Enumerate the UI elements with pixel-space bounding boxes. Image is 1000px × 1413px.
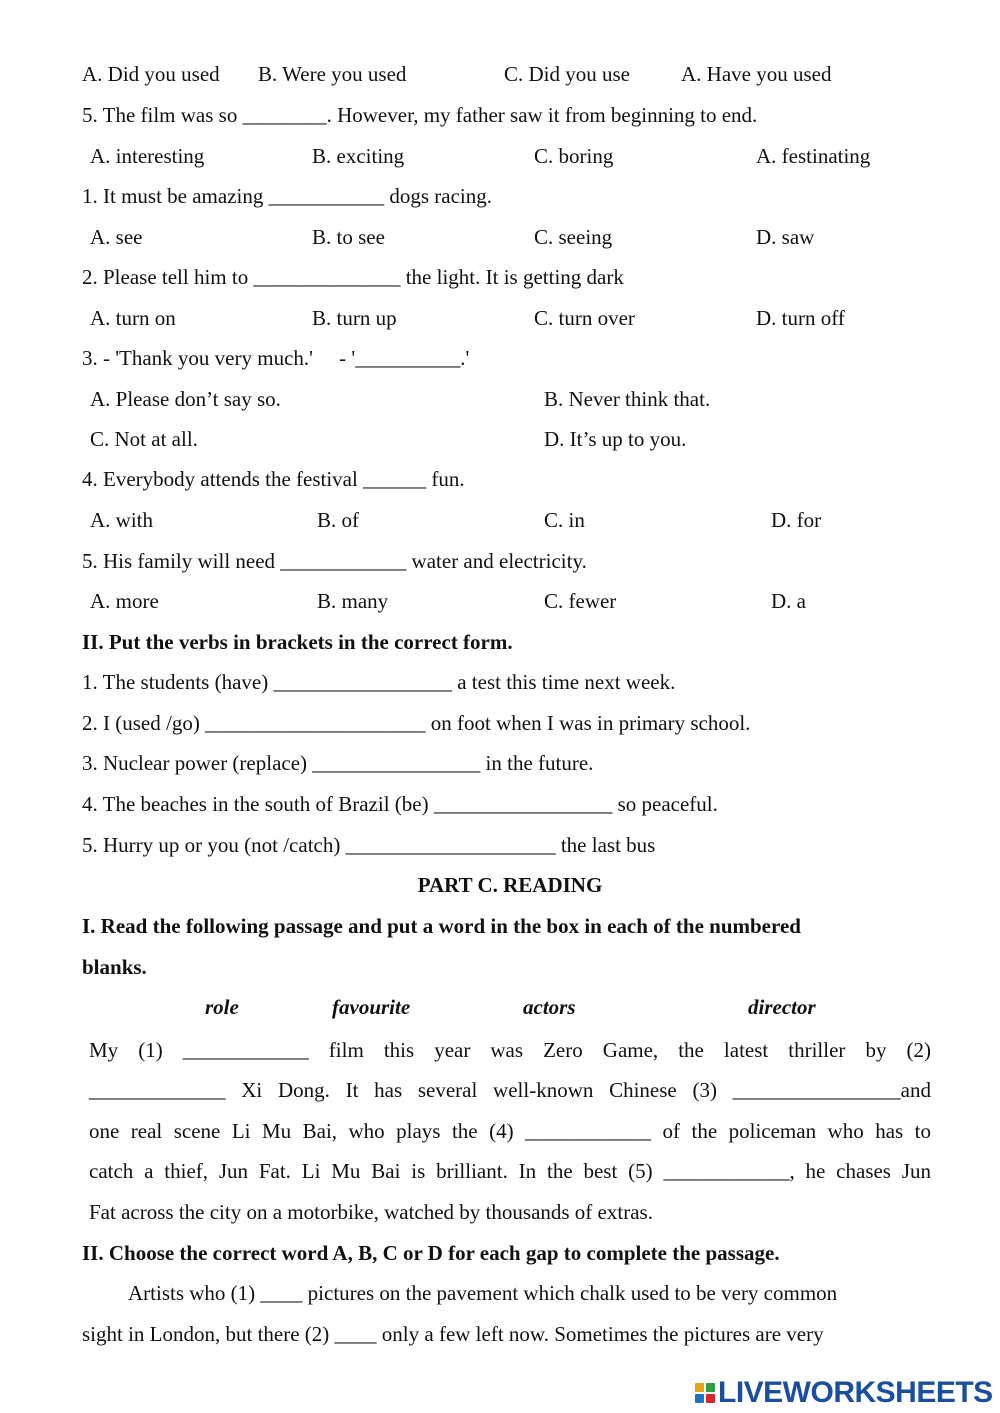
section-heading: II. Choose the correct word A, B, C or D for each gap to complete the passage. [82, 1241, 780, 1265]
word-box-item: favourite [332, 995, 411, 1019]
verb-item: 3. Nuclear power (replace) ________________ in the future. [82, 751, 594, 775]
option: C. turn over [534, 306, 635, 330]
passage-line: My (1) ____________ film this year was Zero Game, the latest thriller by (2) [89, 1038, 931, 1062]
question-text: 5. The film was so ________. However, my father saw it from beginning to end. [82, 103, 758, 127]
option: A. Please don’t say so. [90, 387, 281, 411]
logo-grid-icon [695, 1383, 715, 1403]
verb-item: 2. I (used /go) _____________________ on foot when I was in primary school. [82, 711, 751, 735]
logo-square [695, 1394, 704, 1403]
option: A. Did you used [82, 62, 220, 86]
option: A. see [90, 225, 143, 249]
option: B. Were you used [258, 62, 407, 86]
option: B. exciting [312, 144, 405, 168]
option: B. Never think that. [544, 387, 711, 411]
option: D. turn off [756, 306, 845, 330]
option: A. Have you used [681, 62, 832, 86]
option: A. with [90, 508, 153, 532]
question-text: 5. His family will need ____________ water and electricity. [82, 549, 587, 573]
option: C. Not at all. [90, 427, 198, 451]
logo-square [706, 1394, 715, 1403]
logo-text: LIVEWORKSHEETS [718, 1376, 993, 1409]
option: A. turn on [90, 306, 176, 330]
section-heading: I. Read the following passage and put a word in the box in each of the numbered [82, 914, 801, 938]
option: B. turn up [312, 306, 397, 330]
option: B. of [317, 508, 359, 532]
option: D. for [771, 508, 822, 532]
passage-line: catch a thief, Jun Fat. Li Mu Bai is brilliant. In the best (5) ____________, he chases Jun [89, 1159, 931, 1183]
passage-line: one real scene Li Mu Bai, who plays the (4) ____________ of the policeman who has to [89, 1119, 931, 1143]
question-text: 1. It must be amazing ___________ dogs racing. [82, 184, 493, 208]
word-box-item: actors [523, 995, 576, 1019]
option: A. festinating [756, 144, 871, 168]
passage-line: sight in London, but there (2) ____ only a few left now. Sometimes the pictures are very [82, 1322, 824, 1346]
option: A. interesting [90, 144, 205, 168]
logo-square [695, 1383, 704, 1392]
question-text: 3. - 'Thank you very much.' - '__________.' [82, 346, 470, 370]
passage-line: Fat across the city on a motorbike, watched by thousands of extras. [89, 1200, 653, 1224]
verb-item: 4. The beaches in the south of Brazil (be) _________________ so peaceful. [82, 792, 718, 816]
option: D. It’s up to you. [544, 427, 687, 451]
option: B. to see [312, 225, 385, 249]
option: C. Did you use [504, 62, 630, 86]
passage-line: _____________ Xi Dong. It has several well-known Chinese (3) ________________and [89, 1078, 931, 1102]
verb-item: 1. The students (have) _________________ a test this time next week. [82, 670, 676, 694]
word-box-item: director [748, 995, 816, 1019]
question-text: 2. Please tell him to ______________ the light. It is getting dark [82, 265, 624, 289]
option: C. in [544, 508, 585, 532]
section-heading: II. Put the verbs in brackets in the correct form. [82, 630, 513, 654]
question-text: 4. Everybody attends the festival ______ fun. [82, 467, 465, 491]
option: A. more [90, 589, 159, 613]
passage-line: Artists who (1) ____ pictures on the pavement which chalk used to be very common [128, 1281, 838, 1305]
liveworksheets-logo [695, 1378, 993, 1408]
option: B. many [317, 589, 389, 613]
option: D. saw [756, 225, 815, 249]
part-title: PART C. READING [417, 873, 603, 897]
section-heading-cont: blanks. [82, 955, 147, 979]
option: C. boring [534, 144, 614, 168]
option: C. seeing [534, 225, 613, 249]
option: D. a [771, 589, 806, 613]
verb-item: 5. Hurry up or you (not /catch) ____________________ the last bus [82, 833, 656, 857]
option: C. fewer [544, 589, 617, 613]
word-box-item: role [205, 995, 239, 1019]
logo-square [706, 1383, 715, 1392]
